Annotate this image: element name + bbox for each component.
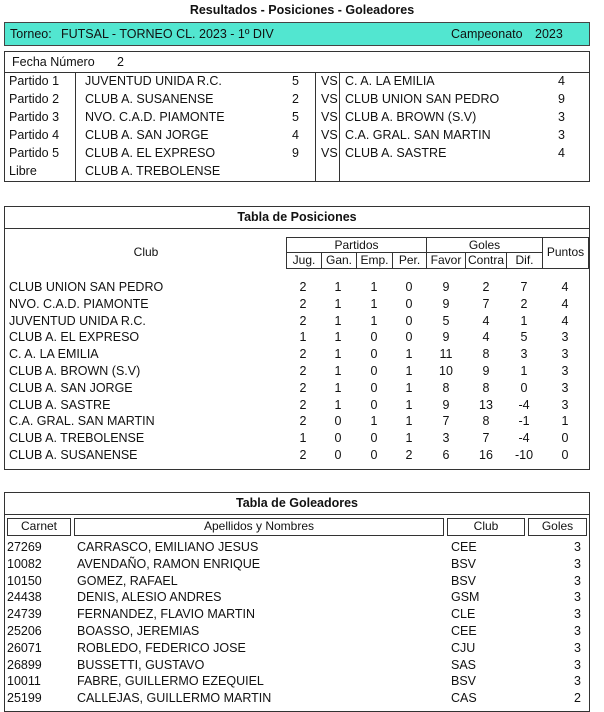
stat-contra: 8	[482, 414, 490, 429]
stat-pts: 3	[561, 380, 569, 395]
campeonato-year: 2023	[535, 27, 563, 41]
partido-label: Partido 2	[9, 92, 60, 106]
carnet: 10082	[7, 556, 42, 571]
stat-per: 1	[405, 414, 413, 429]
stat-favor: 3	[442, 431, 450, 446]
libre-club: CLUB A. TREBOLENSE	[85, 164, 221, 178]
table-row	[5, 658, 589, 674]
carnet: 27269	[7, 540, 42, 554]
stat-dif: 0	[520, 380, 528, 395]
partido-label: Partido 3	[9, 110, 60, 124]
col-nombre-header: Apellidos y Nombres	[74, 518, 444, 536]
campeonato-label: Campeonato	[451, 27, 523, 41]
stat-favor: 9	[442, 397, 450, 412]
table-row	[5, 590, 589, 606]
club-name: CLUB UNION SAN PEDRO	[9, 280, 164, 294]
club-name: C.A. GRAL. SAN MARTIN	[9, 414, 155, 429]
stat-emp: 0	[370, 431, 378, 446]
stat-jug: 2	[299, 397, 307, 412]
goleadores-title: Tabla de Goleadores	[5, 493, 589, 515]
stat-favor: 9	[442, 296, 450, 311]
stat-favor: 9	[442, 330, 450, 345]
stat-favor: 7	[442, 414, 450, 429]
player-club: CEE	[451, 540, 477, 554]
stat-pts: 3	[561, 397, 569, 412]
stat-pts: 4	[561, 313, 569, 328]
player-name: GOMEZ, RAFAEL	[77, 573, 178, 588]
player-club: BSV	[451, 573, 477, 588]
partido-vs: VS	[321, 92, 338, 106]
stat-dif: 1	[520, 364, 528, 378]
stat-jug: 2	[299, 296, 307, 311]
player-name: DENIS, ALESIO ANDRES	[77, 590, 222, 605]
stat-contra: 13	[479, 397, 493, 412]
player-club: CLE	[451, 607, 476, 622]
table-row	[5, 297, 589, 313]
player-name: BUSSETTI, GUSTAVO	[77, 657, 205, 672]
partido-away-score: 9	[558, 92, 565, 106]
club-name: NVO. C.A.D. PIAMONTE	[9, 296, 149, 311]
stat-jug: 2	[299, 380, 307, 395]
stat-per: 0	[405, 296, 413, 311]
col-favor-header: Favor	[426, 252, 466, 269]
stat-pts: 4	[561, 296, 569, 311]
tabla-goleadores	[4, 492, 590, 712]
partido-away: CLUB A. BROWN (S.V)	[345, 110, 477, 124]
partido-home-score: 5	[292, 74, 299, 88]
stat-emp: 0	[370, 380, 378, 395]
stat-dif: 5	[520, 330, 528, 345]
player-goles: 3	[574, 607, 581, 622]
table-row	[5, 280, 589, 296]
stat-emp: 1	[370, 313, 378, 328]
table-row	[5, 347, 589, 363]
stat-pts: 1	[561, 414, 569, 429]
stat-dif: 1	[520, 313, 528, 328]
stat-gan: 1	[334, 380, 342, 395]
stat-emp: 1	[370, 414, 378, 429]
player-goles: 3	[574, 624, 581, 638]
stat-gan: 1	[334, 330, 342, 345]
stat-pts: 4	[561, 280, 569, 294]
stat-contra: 7	[482, 296, 490, 311]
stat-contra: 4	[482, 330, 490, 345]
club-name: CLUB A. TREBOLENSE	[9, 431, 145, 446]
partido-vs: VS	[321, 110, 338, 124]
stat-pts: 3	[561, 330, 569, 345]
stat-contra: 8	[482, 380, 490, 395]
partido-vs: VS	[321, 128, 338, 142]
stat-jug: 1	[299, 330, 307, 345]
tabla-posiciones	[4, 206, 590, 470]
stat-jug: 2	[299, 313, 307, 328]
col-carnet-header: Carnet	[7, 518, 71, 536]
col-jug-header: Jug.	[286, 252, 322, 269]
stat-jug: 2	[299, 364, 307, 378]
stat-pts: 0	[561, 448, 569, 462]
stat-dif: 2	[520, 296, 528, 311]
partido-home: JUVENTUD UNIDA R.C.	[85, 74, 222, 88]
stat-dif: 3	[520, 347, 528, 362]
partido-home: CLUB A. SUSANENSE	[85, 92, 214, 106]
player-name: BOASSO, JEREMIAS	[77, 624, 200, 638]
col-puntos-header: Puntos	[542, 237, 589, 269]
partido-label: Partido 1	[9, 74, 60, 88]
col-gol-club-header: Club	[447, 518, 525, 536]
table-row	[5, 414, 589, 430]
fecha-number: 2	[117, 55, 124, 69]
carnet: 26899	[7, 657, 42, 672]
col-dif-header: Dif.	[506, 252, 543, 269]
partidos-table	[4, 72, 590, 182]
partido-away: C.A. GRAL. SAN MARTIN	[345, 128, 491, 142]
table-row	[5, 607, 589, 623]
posiciones-title: Tabla de Posiciones	[5, 207, 589, 229]
torneo-label: Torneo:	[10, 27, 52, 41]
stat-gan: 1	[334, 397, 342, 412]
stat-jug: 2	[299, 448, 307, 462]
stat-per: 1	[405, 364, 413, 378]
player-club: SAS	[451, 657, 477, 672]
stat-gan: 0	[334, 448, 342, 462]
carnet: 24438	[7, 590, 42, 605]
stat-emp: 0	[370, 448, 378, 462]
page-title: Resultados - Posiciones - Goleadores	[189, 3, 415, 17]
carnet: 25206	[7, 624, 42, 638]
table-row	[5, 398, 589, 414]
player-goles: 2	[574, 691, 581, 706]
player-goles: 3	[574, 540, 581, 554]
stat-jug: 2	[299, 414, 307, 429]
stat-contra: 4	[482, 313, 490, 328]
player-name: CALLEJAS, GUILLERMO MARTIN	[77, 691, 272, 706]
stat-gan: 1	[334, 364, 342, 378]
player-goles: 3	[574, 674, 581, 689]
partido-home: CLUB A. SAN JORGE	[85, 128, 209, 142]
stat-pts: 0	[561, 431, 569, 446]
stat-dif: -1	[518, 414, 530, 429]
stat-jug: 2	[299, 280, 307, 294]
partido-home-score: 2	[292, 92, 299, 106]
stat-emp: 0	[370, 347, 378, 362]
stat-dif: -4	[518, 431, 530, 446]
stat-per: 0	[405, 280, 413, 294]
partido-away: CLUB A. SASTRE	[345, 146, 447, 160]
partido-home-score: 5	[292, 110, 299, 124]
stat-gan: 1	[334, 313, 342, 328]
col-gan-header: Gan.	[321, 252, 357, 269]
fecha-label: Fecha Número	[12, 55, 95, 69]
table-row	[5, 448, 589, 464]
table-row	[5, 364, 589, 380]
stat-favor: 9	[442, 280, 450, 294]
stat-emp: 1	[370, 280, 378, 294]
table-row	[5, 314, 589, 330]
player-goles: 3	[574, 556, 581, 571]
stat-per: 1	[405, 347, 413, 362]
stat-gan: 1	[334, 347, 342, 362]
torneo-name: FUTSAL - TORNEO CL. 2023 - 1º DIV	[61, 27, 274, 41]
stat-contra: 9	[482, 364, 490, 378]
col-goles-count-header: Goles	[528, 518, 587, 536]
table-row	[5, 330, 589, 346]
stat-jug: 1	[299, 431, 307, 446]
partido-away-score: 3	[558, 110, 565, 124]
table-row	[5, 674, 589, 690]
partido-away: CLUB UNION SAN PEDRO	[345, 92, 500, 106]
partido-home: NVO. C.A.D. PIAMONTE	[85, 110, 225, 124]
stat-per: 1	[405, 397, 413, 412]
club-name: CLUB A. SASTRE	[9, 397, 111, 412]
stat-contra: 8	[482, 347, 490, 362]
player-club: BSV	[451, 556, 477, 571]
carnet: 26071	[7, 640, 42, 655]
stat-favor: 6	[442, 448, 450, 462]
col-contra-header: Contra	[465, 252, 507, 269]
partido-home: CLUB A. EL EXPRESO	[85, 146, 216, 160]
col-club-header: Club	[133, 245, 159, 259]
player-club: CAS	[451, 691, 477, 706]
player-goles: 3	[574, 573, 581, 588]
player-club: BSV	[451, 674, 477, 689]
stat-dif: -4	[518, 397, 530, 412]
carnet: 10011	[7, 674, 41, 689]
partido-home-score: 4	[292, 128, 299, 142]
stat-emp: 1	[370, 296, 378, 311]
club-name: CLUB A. EL EXPRESO	[9, 330, 140, 345]
player-club: CEE	[451, 624, 477, 638]
player-name: FABRE, GUILLERMO EZEQUIEL	[77, 674, 264, 689]
carnet: 10150	[7, 573, 42, 588]
carnet: 25199	[7, 691, 42, 706]
stat-pts: 3	[561, 347, 569, 362]
stat-gan: 0	[334, 431, 342, 446]
club-name: CLUB A. SAN JORGE	[9, 380, 133, 395]
table-row	[5, 540, 589, 556]
club-name: JUVENTUD UNIDA R.C.	[9, 313, 146, 328]
stat-contra: 2	[482, 280, 490, 294]
club-name: CLUB A. BROWN (S.V)	[9, 364, 141, 378]
stat-jug: 2	[299, 347, 307, 362]
col-goles-header: Goles	[426, 237, 543, 253]
stat-per: 0	[405, 330, 413, 345]
stat-dif: 7	[520, 280, 528, 294]
carnet: 24739	[7, 607, 42, 622]
stat-emp: 0	[370, 364, 378, 378]
stat-emp: 0	[370, 330, 378, 345]
partido-away-score: 3	[558, 128, 565, 142]
stat-per: 1	[405, 431, 413, 446]
club-name: CLUB A. SUSANENSE	[9, 448, 138, 462]
stat-contra: 7	[482, 431, 490, 446]
torneo-bar	[4, 22, 590, 46]
partido-label: Partido 4	[9, 128, 60, 142]
player-name: FERNANDEZ, FLAVIO MARTIN	[77, 607, 256, 622]
player-club: GSM	[451, 590, 480, 605]
player-goles: 3	[574, 640, 581, 655]
table-row	[5, 557, 589, 573]
stat-dif: -10	[514, 448, 534, 462]
player-club: CJU	[451, 640, 476, 655]
stat-gan: 1	[334, 296, 342, 311]
stat-per: 2	[405, 448, 413, 462]
partido-vs: VS	[321, 74, 338, 88]
col-per-header: Per.	[392, 252, 427, 269]
table-row	[5, 641, 589, 657]
stat-emp: 0	[370, 397, 378, 412]
partido-away: C. A. LA EMILIA	[345, 74, 435, 88]
stat-contra: 16	[479, 448, 493, 462]
player-goles: 3	[574, 657, 581, 672]
stat-pts: 3	[561, 364, 569, 378]
player-name: ROBLEDO, FEDERICO JOSE	[77, 640, 246, 655]
fecha-row	[4, 51, 590, 73]
table-row	[5, 431, 589, 447]
stat-favor: 11	[439, 347, 453, 362]
player-name: CARRASCO, EMILIANO JESUS	[77, 540, 259, 554]
player-goles: 3	[574, 590, 581, 605]
club-name: C. A. LA EMILIA	[9, 347, 99, 362]
stat-per: 1	[405, 380, 413, 395]
partido-vs: VS	[321, 146, 338, 160]
stat-per: 0	[405, 313, 413, 328]
table-row	[5, 574, 589, 590]
col-emp-header: Emp.	[356, 252, 393, 269]
stat-gan: 0	[334, 414, 342, 429]
stat-gan: 1	[334, 280, 342, 294]
stat-favor: 8	[442, 380, 450, 395]
table-row	[5, 691, 589, 707]
partido-label: Partido 5	[9, 146, 60, 160]
player-name: AVENDAÑO, RAMON ENRIQUE	[77, 556, 261, 571]
table-row	[5, 381, 589, 397]
libre-label: Libre	[9, 164, 37, 178]
stat-favor: 5	[442, 313, 450, 328]
stat-favor: 10	[439, 364, 453, 378]
partido-away-score: 4	[558, 146, 565, 160]
table-row	[5, 624, 589, 640]
partido-away-score: 4	[558, 74, 565, 88]
partido-home-score: 9	[292, 146, 299, 160]
col-partidos-header: Partidos	[286, 237, 427, 253]
